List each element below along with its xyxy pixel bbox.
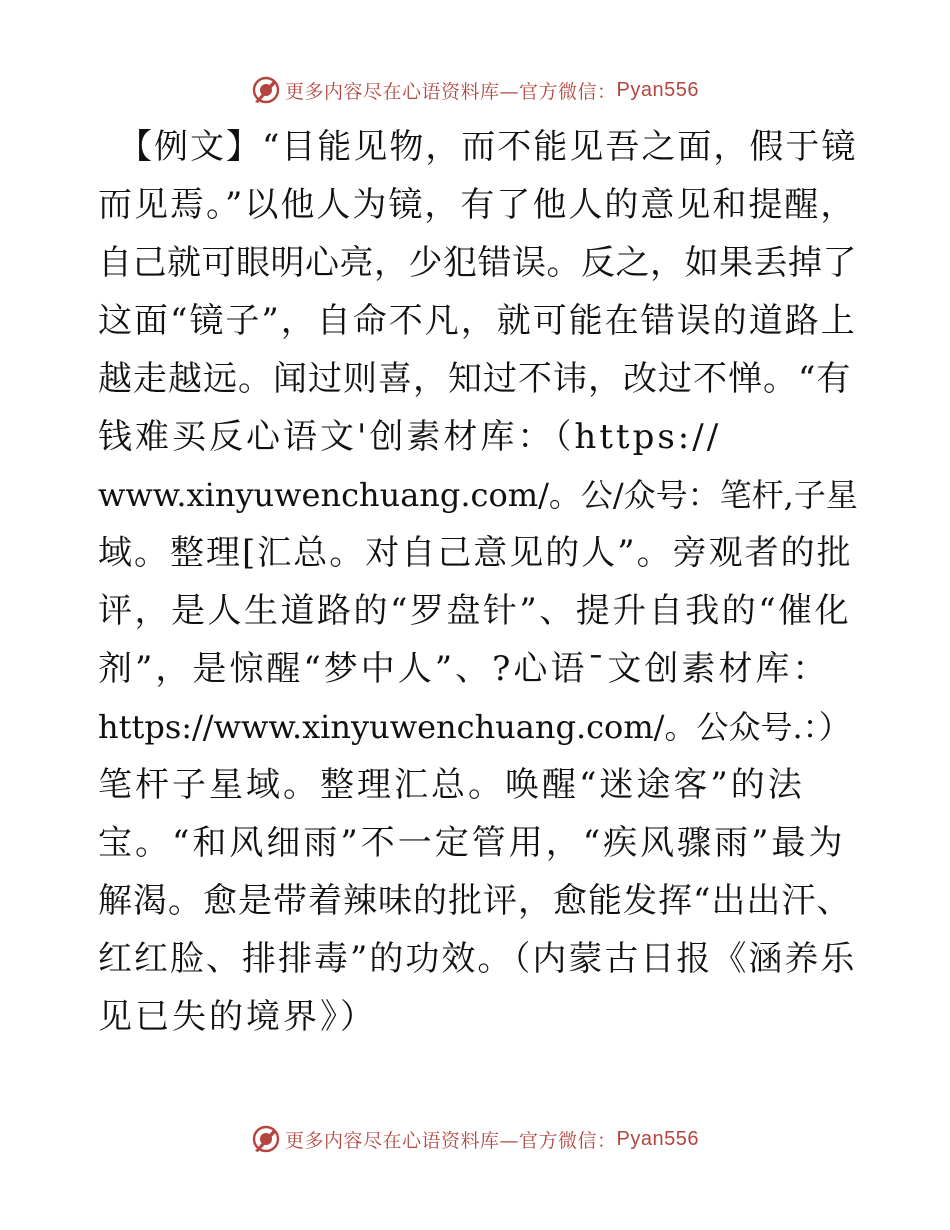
article-line: 域。整理[汇总。对自己意见的人”。旁观者的批 — [98, 533, 853, 573]
article-line: 解渴。愈是带着辣味的批评，愈能发挥“出出汗、 — [98, 881, 852, 921]
article-line: www.xinyuwenchuang.com/。公/众号：笔杆,子星 — [98, 476, 858, 514]
article-line: 笔杆子星域。整理汇总。唤醒“迷途客”的法 — [98, 765, 805, 805]
article-line: 宝。“和风细雨”不一定管用，“疾风骤雨”最为 — [98, 823, 846, 863]
article-line: 剂”，是惊醒“梦中人”、?心语¯文创素材库： — [98, 649, 830, 689]
article-line: 钱难买反心语文'创素材库：（https:// — [98, 417, 722, 457]
article-line: 自己就可眼明心亮，少犯错误。反之，如果丢掉了 — [98, 243, 857, 283]
article-line: 越走越远。闻过则喜，知过不讳，改过不惮。“有 — [98, 359, 852, 399]
article-line: 这面“镜子”，自命不凡，就可能在错误的道路上 — [98, 301, 857, 341]
quill-pen-logo-icon — [251, 1124, 281, 1154]
article-line: 红红脸、排排毒”的功效。（内蒙古日报《涵养乐 — [98, 939, 857, 979]
article-line: 而见焉。”以他人为镜，有了他人的意见和提醒， — [98, 185, 857, 225]
article-line: 评，是人生道路的“罗盘针”、提升自我的“催化 — [98, 591, 852, 631]
footer-wechat-id: Pyan556 — [616, 1127, 699, 1150]
header-banner — [0, 68, 950, 112]
header-wechat-id: Pyan556 — [616, 78, 699, 101]
article-body — [98, 118, 858, 1046]
quill-pen-logo-icon — [251, 75, 281, 105]
header-banner-text: 更多内容尽在心语资料库—官方微信： — [285, 80, 617, 103]
footer-banner-text: 更多内容尽在心语资料库—官方微信： — [285, 1129, 617, 1152]
article-line: 【例文】“目能见物，而不能见吾之面，假于镜 — [118, 127, 858, 167]
article-line: 见已失的境界》） — [98, 997, 377, 1037]
article-line: https://www.xinyuwenchuang.com/。公众号.：） — [98, 708, 851, 746]
footer-banner — [0, 1117, 950, 1161]
